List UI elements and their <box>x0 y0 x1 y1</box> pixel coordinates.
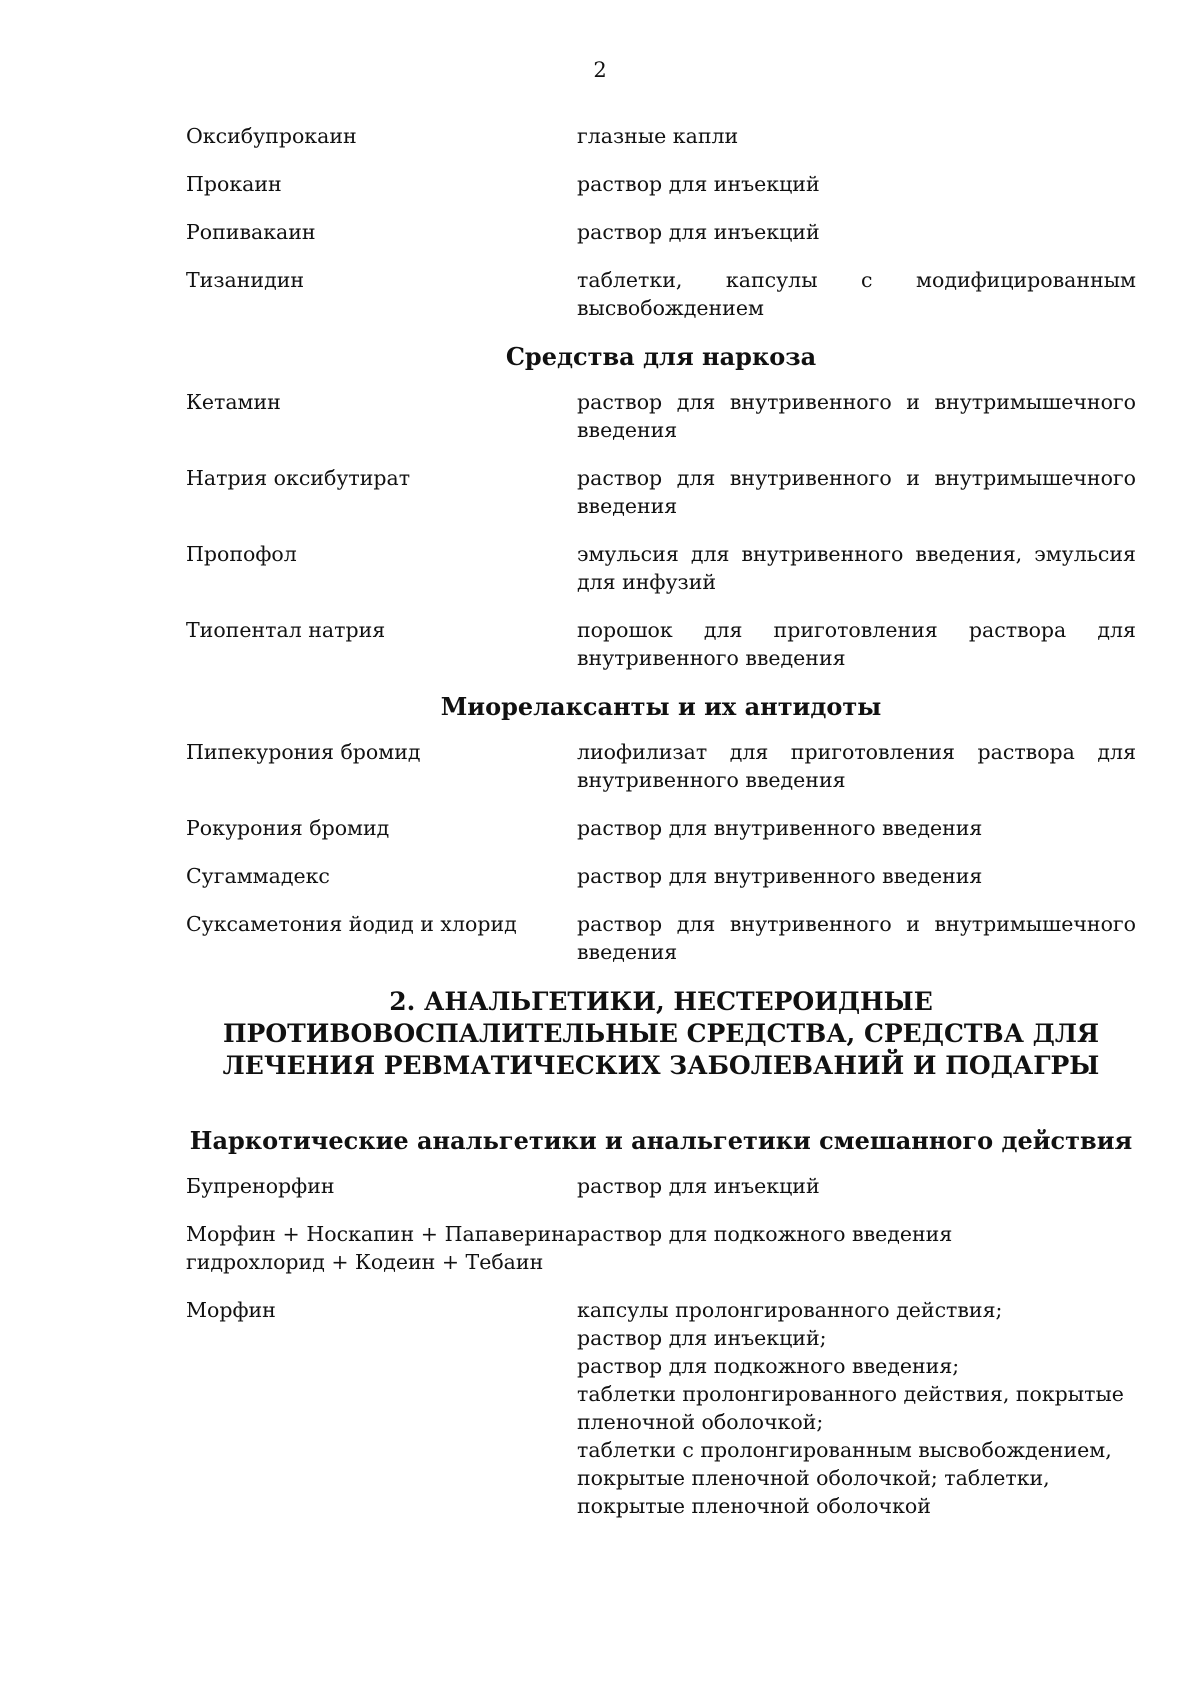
section-title: Наркотические анальгетики и анальгетики смешанного действия <box>189 1126 1133 1155</box>
drug-form-line: капсулы пролонгированного действия; <box>577 1298 1003 1322</box>
drug-form-line: таблетки с пролонгированным высвобождением, покрытые пленочной оболочкой; таблетки, покрытые пленочной оболочкой <box>577 1438 1112 1518</box>
drug-form: раствор для внутривенного и внутримышечного введения <box>577 912 1136 964</box>
drug-row <box>186 388 1136 444</box>
drug-form-line: раствор для инъекций; <box>577 1326 827 1350</box>
drug-name: Морфин + Носкапин + Папаверина гидрохлорид + Кодеин + Тебаин <box>186 1222 577 1274</box>
drug-form: раствор для внутривенного и внутримышечного введения <box>577 390 1136 442</box>
drug-name: Пипекурония бромид <box>186 740 421 764</box>
drug-row <box>186 1296 1136 1520</box>
drug-name: Оксибупрокаин <box>186 124 357 148</box>
drug-form-line: таблетки пролонгированного действия, покрытые пленочной оболочкой; <box>577 1382 1124 1434</box>
drug-name: Морфин <box>186 1298 276 1322</box>
chapter-title <box>186 986 1136 1082</box>
drug-form-list <box>577 1296 1136 1520</box>
page-content <box>186 122 1136 1540</box>
section-title: Средства для наркоза <box>505 342 817 371</box>
drug-row <box>186 122 1136 150</box>
page-number: 2 <box>593 58 607 82</box>
drug-form: раствор для инъекций <box>577 220 820 244</box>
drug-form: раствор для внутривенного введения <box>577 816 983 840</box>
drug-name: Суксаметония йодид и хлорид <box>186 912 517 936</box>
drug-row <box>186 170 1136 198</box>
drug-row <box>186 814 1136 842</box>
drug-form: глазные капли <box>577 124 739 148</box>
drug-name: Ропивакаин <box>186 220 316 244</box>
drug-form: раствор для внутривенного и внутримышечного введения <box>577 466 1136 518</box>
drug-row <box>186 738 1136 794</box>
drug-group <box>186 342 1136 672</box>
drug-row <box>186 540 1136 596</box>
chapter-title-line: ПРОТИВОВОСПАЛИТЕЛЬНЫЕ СРЕДСТВА, СРЕДСТВА ДЛЯ <box>222 1019 1100 1048</box>
drug-form: раствор для подкожного введения <box>577 1222 953 1246</box>
drug-row <box>186 266 1136 322</box>
drug-name: Пропофол <box>186 542 297 566</box>
drug-form: эмульсия для внутривенного введения, эмульсия для инфузий <box>577 542 1136 594</box>
drug-name: Прокаин <box>186 172 282 196</box>
section-title: Миорелаксанты и их антидоты <box>440 692 882 721</box>
drug-name: Тиопентал натрия <box>186 618 386 642</box>
drug-name: Рокурония бромид <box>186 816 390 840</box>
drug-form: раствор для инъекций <box>577 172 820 196</box>
chapter-title-line: ЛЕЧЕНИЯ РЕВМАТИЧЕСКИХ ЗАБОЛЕВАНИЙ И ПОДАГРЫ <box>222 1051 1100 1080</box>
drug-form: раствор для внутривенного введения <box>577 864 983 888</box>
drug-row <box>186 1220 1136 1276</box>
drug-name: Кетамин <box>186 390 281 414</box>
drug-name: Натрия оксибутират <box>186 466 411 490</box>
chapter-title-line: 2. АНАЛЬГЕТИКИ, НЕСТЕРОИДНЫЕ <box>389 987 933 1016</box>
drug-row <box>186 464 1136 520</box>
drug-row <box>186 910 1136 966</box>
drug-form: таблетки, капсулы с модифицированным высвобождением <box>577 268 1136 320</box>
drug-group <box>186 692 1136 966</box>
drug-name: Тизанидин <box>186 268 305 292</box>
drug-row <box>186 1172 1136 1200</box>
drug-form-line: раствор для подкожного введения; <box>577 1354 960 1378</box>
drug-name: Сугаммадекс <box>186 864 330 888</box>
drug-group <box>186 1126 1136 1520</box>
drug-row <box>186 218 1136 246</box>
drug-group <box>186 122 1136 322</box>
drug-row <box>186 862 1136 890</box>
drug-form: раствор для инъекций <box>577 1174 820 1198</box>
drug-form: лиофилизат для приготовления раствора для внутривенного введения <box>577 740 1136 792</box>
drug-name: Бупренорфин <box>186 1174 335 1198</box>
drug-form: порошок для приготовления раствора для внутривенного введения <box>577 618 1136 670</box>
drug-row <box>186 616 1136 672</box>
